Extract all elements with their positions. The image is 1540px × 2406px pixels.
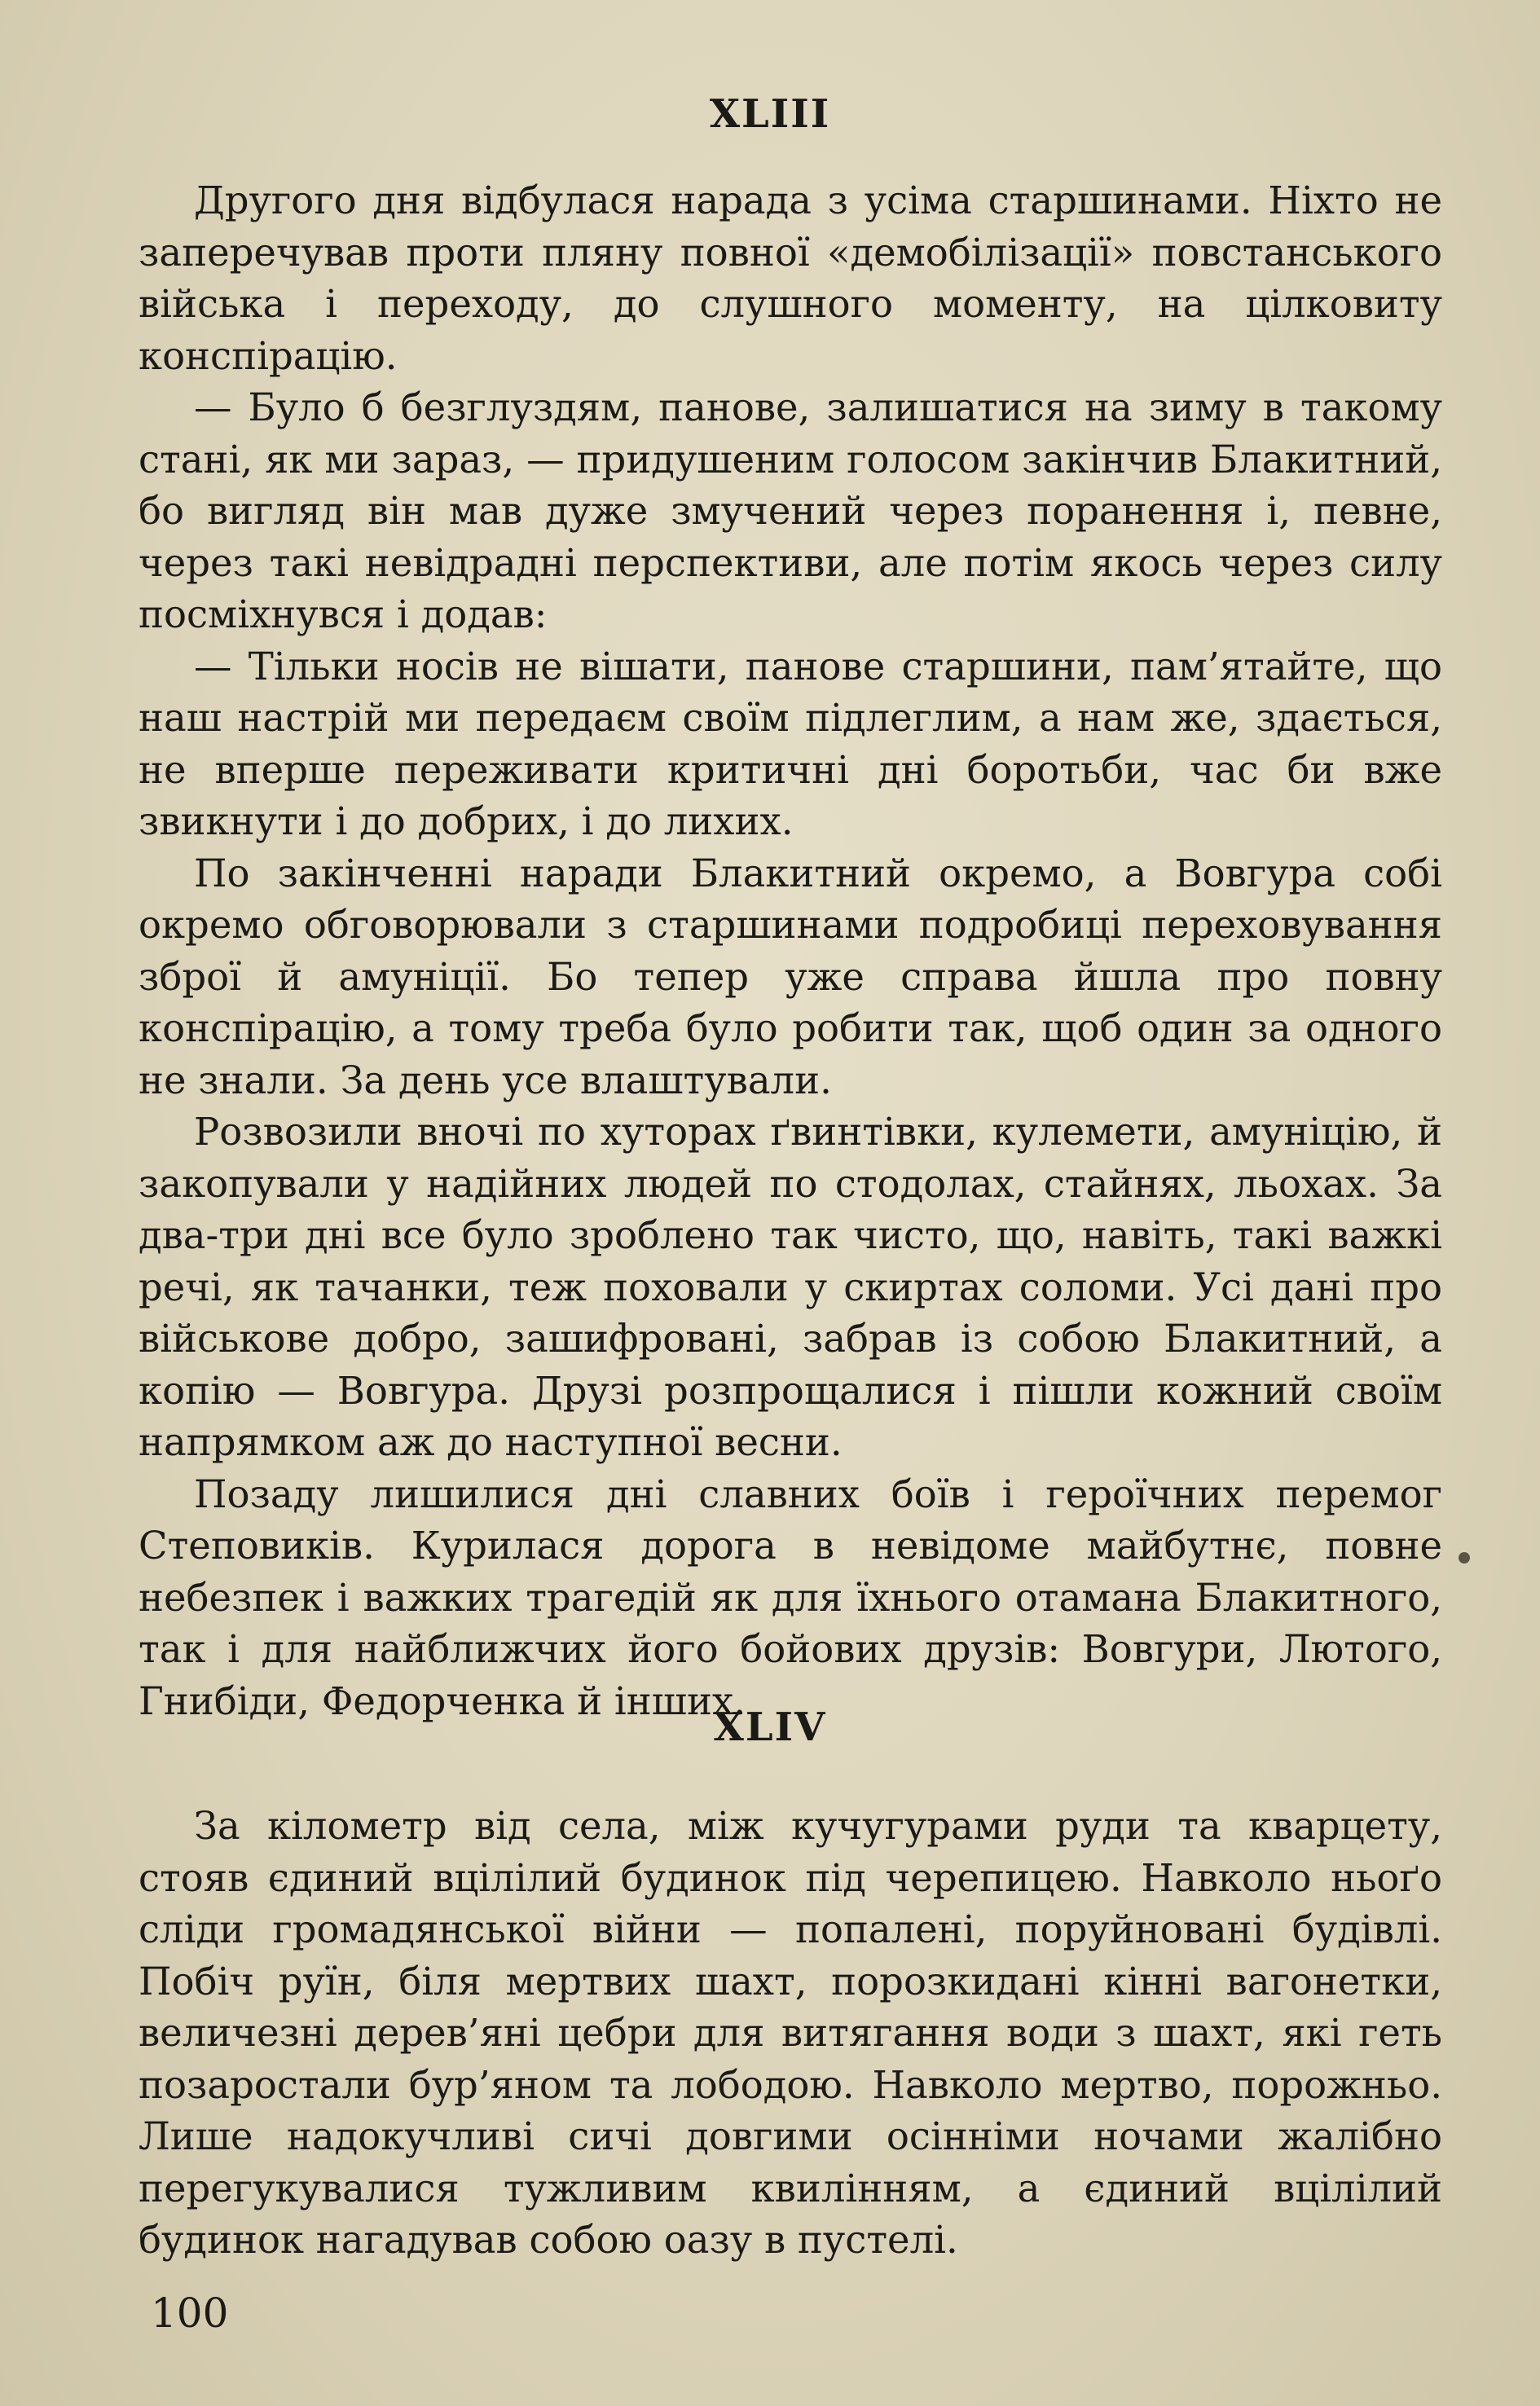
paragraph-1: Другого дня відбулася нарада з усіма старшинами. Ніхто не заперечував проти пляну повної «демобілізації» повстанського війська і переходу, до слушного моменту, на цілковиту конспірацію. xyxy=(139,178,1442,378)
chapter-title-xliii: XLIII xyxy=(709,91,831,137)
chapter-xliii-body xyxy=(139,175,1442,1727)
page-number: 100 xyxy=(151,2289,229,2337)
paragraph-2: — Було б безглуздям, панове, залишатися на зиму в такому стані, як ми зараз, — придушеним голосом закінчив Блакитний, бо вигляд він мав дуже змучений через поранення і, певне, через такі невідрадні перспективи, але потім якось через силу посміхнувся і додав: xyxy=(139,385,1442,636)
paragraph-7: За кілометр від села, між кучугурами руди та кварцету, стояв єдиний вцілілий будинок під черепицею. Навколо ньоґо сліди громадянської війни — попалені, поруйновані будівлі. Побіч руїн, біля мертвих шахт, порозкидані кінні вагонетки, величезні дерев’яні цебри для витягання води з шахт, які геть позаростали бур’яном та лободою. Навколо мертво, порожньо. Лише надокучливі сичі довгими осінніми ночами жалібно перегукувалися тужливим квилінням, а єдиний вцілілий будинок нагадував собою оазу в пустелі. xyxy=(139,1804,1442,2262)
ink-speck xyxy=(1459,1552,1470,1564)
paragraph-5: Розвозили вночі по хуторах ґвинтівки, кулемети, амуніцію, й закопували у надійних людей по стодолах, стайнях, льохах. За два-три дні все було зроблено так чисто, що, навіть, такі важкі речі, як тачанки, теж поховали у скиртах соломи. Усі дані про військове добро, зашифровані, забрав із собою Блакитний, а копію — Вовгура. Друзі розпрощалися і пішли кожний своїм напрямком аж до наступної весни. xyxy=(139,1110,1442,1464)
paragraph-4: По закінченні наради Блакитний окремо, а Вовгура собі окремо обговорювали з старшинами подробиці переховування зброї й амуніції. Бо тепер уже справа йшла про повну конспірацію, а тому треба було робити так, щоб один за одного не знали. За день усе влаштували. xyxy=(139,851,1442,1102)
paragraph-6: Позаду лишилися дні славних боїв і героїчних перемог Степовиків. Курилася дорога в невідоме майбутнє, повне небезпек і важких трагедій як для їхнього отамана Блакитного, так і для найближчих його бойових друзів: Вовгури, Лютого, Гнибіди, Федорченка й інших. xyxy=(139,1471,1442,1723)
chapter-xliv-body xyxy=(139,1801,1442,2267)
chapter-title-xliv: XLIV xyxy=(713,1704,827,1750)
paragraph-3: — Тільки носів не вішати, панове старшини, пам’ятайте, що наш настрій ми передаєм своїм підлеглим, а нам же, здається, не вперше переживати критичні дні боротьби, час би вже звикнути і до добрих, і до лихих. xyxy=(139,644,1442,843)
